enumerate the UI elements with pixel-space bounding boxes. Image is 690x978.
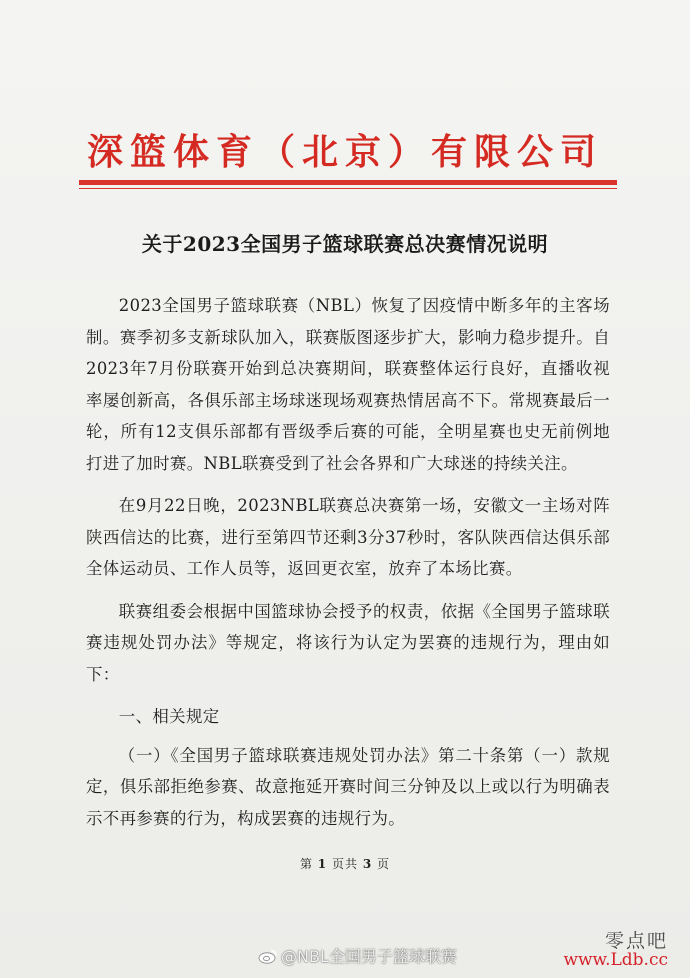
paragraph-rule: （一）《全国男子篮球联赛违规处罚办法》第二十条第（一）款规定，俱乐部拒绝参赛、故意拖延开赛时间三分钟及以上或以行为明确表示不再参赛的行为，构成罢赛的违规行为。 (86, 745, 610, 828)
letterhead-red-rule-thin (79, 188, 617, 189)
paragraph-incident: 在9月22日晚，2023NBL联赛总决赛第一场，安徽文一主场对阵陕西信达的比赛，进行至第四节还剩3分37秒时，客队陕西信达俱乐部全体运动员、工作人员等，返回更衣室，放弃了本场比赛。 (86, 496, 610, 578)
page-footer (0, 855, 690, 872)
footer-page-number: 1 (317, 857, 328, 871)
letterhead-company-name: 深篮体育（北京）有限公司 (86, 131, 603, 173)
document-title: 关于2023全国男子篮球联赛总决赛情况说明 (141, 232, 549, 256)
footer-prefix: 第 (299, 857, 313, 871)
weibo-account-text: @NBL全国男子篮球联赛 (281, 947, 457, 966)
footer-suffix: 页 (377, 857, 391, 871)
paragraph-intro: 2023全国男子篮球联赛（NBL）恢复了因疫情中断多年的主客场制。赛季初多支新球队加入，联赛版图逐步扩大，影响力稳步提升。自2023年7月份联赛开始到总决赛期间，联赛整体运行良好，直播收视率屡创新高，各俱乐部主场球迷现场观赛热情居高不下。常规赛最后一轮，所有12支俱乐部都有晋级季后赛的可能，全明星赛也史无前例地打进了加时赛。NBL联赛受到了社会各界和广大球迷的持续关注。 (86, 296, 610, 473)
paragraph-ruling: 联赛组委会根据中国篮球协会授予的权责，依据《全国男子篮球联赛违规处罚办法》等规定，将该行为认定为罢赛的违规行为，理由如下： (86, 601, 610, 684)
footer-total-pages: 3 (362, 857, 373, 871)
site-watermark-name: 零点吧 (604, 930, 668, 952)
weibo-icon (258, 948, 278, 964)
section-heading: 一、相关规定 (118, 707, 220, 726)
weibo-watermark (258, 944, 457, 967)
document-body (86, 290, 610, 845)
footer-middle: 页共 (331, 857, 358, 871)
site-watermark-url: www.Ldb.cc (563, 950, 668, 970)
letterhead-red-rule (79, 180, 617, 185)
